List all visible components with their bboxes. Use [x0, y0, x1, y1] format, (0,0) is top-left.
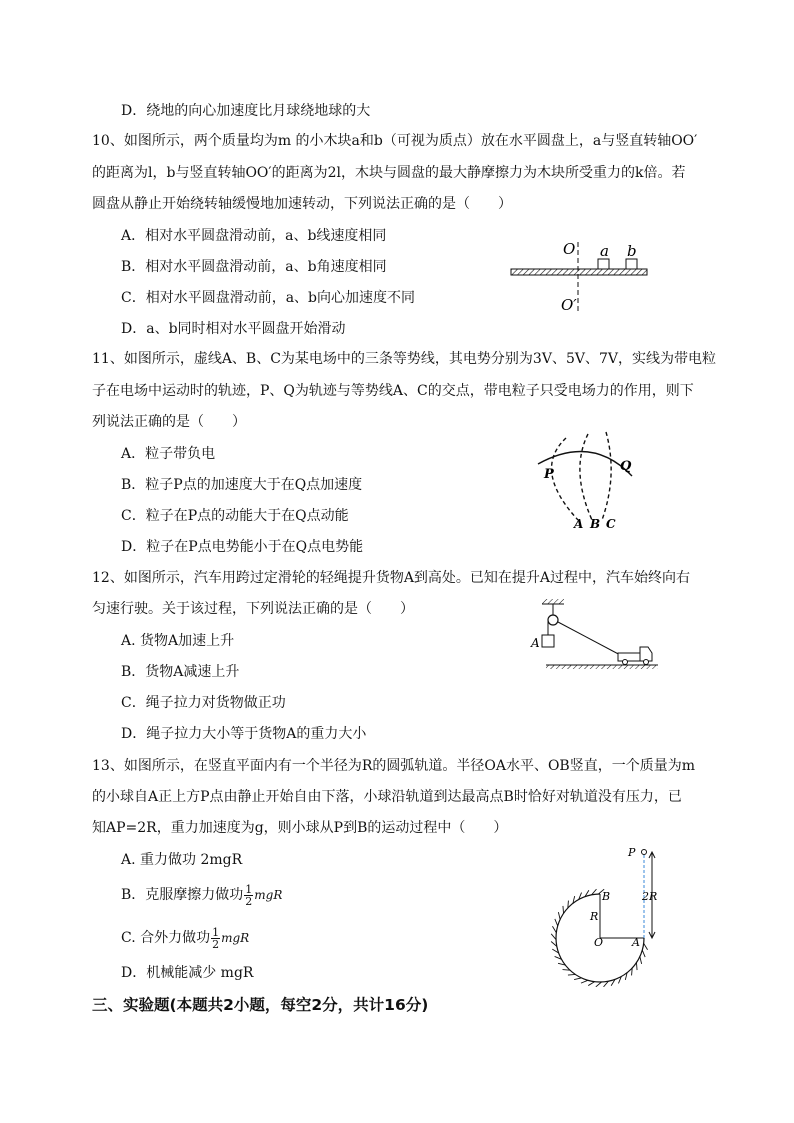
q12-option-c: C．绳子拉力对货物做正功	[121, 695, 286, 711]
q10-option-b: B．相对水平圆盘滑动前，a、b角速度相同	[121, 259, 387, 275]
q11-label-c: C	[606, 517, 616, 530]
q10-option-a: A．相对水平圆盘滑动前，a、b线速度相同	[121, 228, 387, 244]
q11-figure-equipotential	[530, 430, 650, 530]
q13-option-b-frac-num: 1	[245, 882, 253, 896]
q10-option-d: D．a、b同时相对水平圆盘开始滑动	[121, 321, 346, 337]
q11-option-c: C．粒子在P点的动能大于在Q点动能	[121, 508, 349, 524]
q13-label-p: P	[628, 846, 636, 859]
q12-stem-line2: 匀速行驶。关于该过程，下列说法正确的是（ ）	[92, 601, 414, 617]
q11-label-p: P	[544, 467, 554, 482]
track-hatch-mark	[555, 919, 558, 926]
q13-option-a: A. 重力做功 2mgR	[121, 852, 243, 868]
q11-label-a: A	[574, 517, 584, 530]
q10-option-c: C．相对水平圆盘滑动前，a、b向心加速度不同	[121, 290, 416, 306]
q13-option-b-fraction	[244, 884, 253, 907]
q12-label-a: A	[531, 636, 540, 650]
q13-option-b-text: B．克服摩擦力做功	[121, 887, 244, 903]
q13-option-b-frac-den: 2	[245, 894, 253, 908]
track-hatch-mark	[644, 943, 648, 949]
track-hatch-mark	[568, 974, 575, 975]
track-hatch-mark	[551, 934, 556, 940]
section-3-heading: 三、实验题(本题共2小题，每空2分，共计16分)	[92, 996, 429, 1014]
q13-stem-line1: 13、如图所示，在竖直平面内有一个半径为R的圆弧轨道。半径OA水平、OB竖直，一个质量为m	[92, 758, 695, 774]
q13-option-c-frac-num: 1	[212, 925, 220, 939]
track-hatch-mark	[588, 982, 594, 986]
q13-option-c	[121, 923, 249, 953]
q11-option-b: B．粒子P点的加速度大于在Q点加速度	[121, 477, 363, 493]
q10-label-a: a	[600, 242, 609, 260]
q11-stem-line3: 列说法正确的是（ ）	[92, 414, 246, 430]
track-hatch-mark	[563, 906, 564, 913]
q11-option-d: D．粒子在P点电势能小于在Q点电势能	[121, 539, 364, 555]
track-hatch-mark	[642, 950, 645, 957]
track-hatch-mark	[581, 980, 588, 983]
q13-option-c-text: C. 合外力做功	[121, 930, 211, 946]
track-hatch-mark	[596, 982, 602, 987]
q11-stem-line2: 子在电场中运动时的轨迹，P、Q为轨迹与等势线A、C的交点，带电粒子只受电场力的作用，则下	[92, 383, 694, 399]
track-hatch-mark	[632, 968, 633, 975]
q13-label-b: B	[602, 890, 611, 903]
q11-label-q: Q	[620, 459, 632, 474]
q12-option-d: D．绳子拉力大小等于货物A的重力大小	[121, 726, 367, 742]
q10-label-b: b	[627, 242, 637, 260]
q13-option-c-fraction	[211, 927, 220, 950]
q10-label-o-prime: O′	[561, 296, 577, 314]
q10-stem-line2: 的距离为l，b与竖直转轴OO′的距离为2l，木块与圆盘的最大静摩擦力为木块所受重力的k倍。若	[92, 165, 686, 181]
track-hatch-mark	[574, 978, 581, 980]
q13-option-d: D．机械能减少 mgR	[121, 965, 254, 981]
track-hatch-mark	[552, 926, 556, 932]
q11-option-a: A．粒子带负电	[121, 446, 216, 462]
q12-option-b: B．货物A减速上升	[121, 664, 240, 680]
q13-option-b	[121, 880, 282, 910]
q9-option-d: D．绕地的向心加速度比月球绕地球的大	[121, 103, 371, 119]
q10-stem-line3: 圆盘从静止开始绕转轴缓慢地加速转动，下列说法正确的是（ ）	[92, 196, 512, 212]
q13-option-c-frac-den: 2	[212, 937, 220, 951]
q13-label-o: O	[594, 936, 604, 949]
track-hatch-mark	[558, 912, 560, 919]
q12-stem-line1: 12、如图所示，汽车用跨过定滑轮的轻绳提升货物A到高处。已知在提升A过程中，汽车始终向右	[92, 570, 691, 586]
q13-figure-arc-track	[548, 842, 663, 987]
q13-label-2r: 2R	[642, 890, 658, 903]
q11-label-b: B	[590, 517, 601, 530]
track-hatch-mark	[636, 963, 637, 970]
q12-figure-pulley-truck	[528, 595, 668, 675]
track-hatch-mark	[563, 970, 570, 971]
q10-label-o: O	[563, 240, 576, 258]
q13-option-b-mgr: mgR	[254, 888, 283, 902]
q11-stem-line1: 11、如图所示，虚线A、B、C为某电场中的三条等势线，其电势分别为3V、5V、7V，实线为带电粒	[92, 351, 716, 367]
track-hatch-mark	[568, 901, 569, 908]
q13-label-r: R	[590, 910, 599, 923]
q13-stem-line3: 知AP=2R，重力加速度为g，则小球从P到B的运动过程中（ ）	[92, 820, 508, 836]
q12-option-a: A. 货物A加速上升	[121, 633, 235, 649]
q13-stem-line2: 的小球自A正上方P点由静止开始自由下落，小球沿轨道到达最高点B时恰好对轨道没有压力，已	[92, 789, 682, 805]
q13-label-a: A	[632, 936, 640, 949]
q10-stem-line1: 10、如图所示，两个质量均为m 的小木块a和b（可视为质点）放在水平圆盘上，a与竖直转轴OO′	[92, 133, 698, 149]
track-hatch-mark	[640, 957, 642, 964]
q13-option-c-mgr: mgR	[221, 931, 250, 945]
q10-figure-turntable	[505, 236, 655, 316]
